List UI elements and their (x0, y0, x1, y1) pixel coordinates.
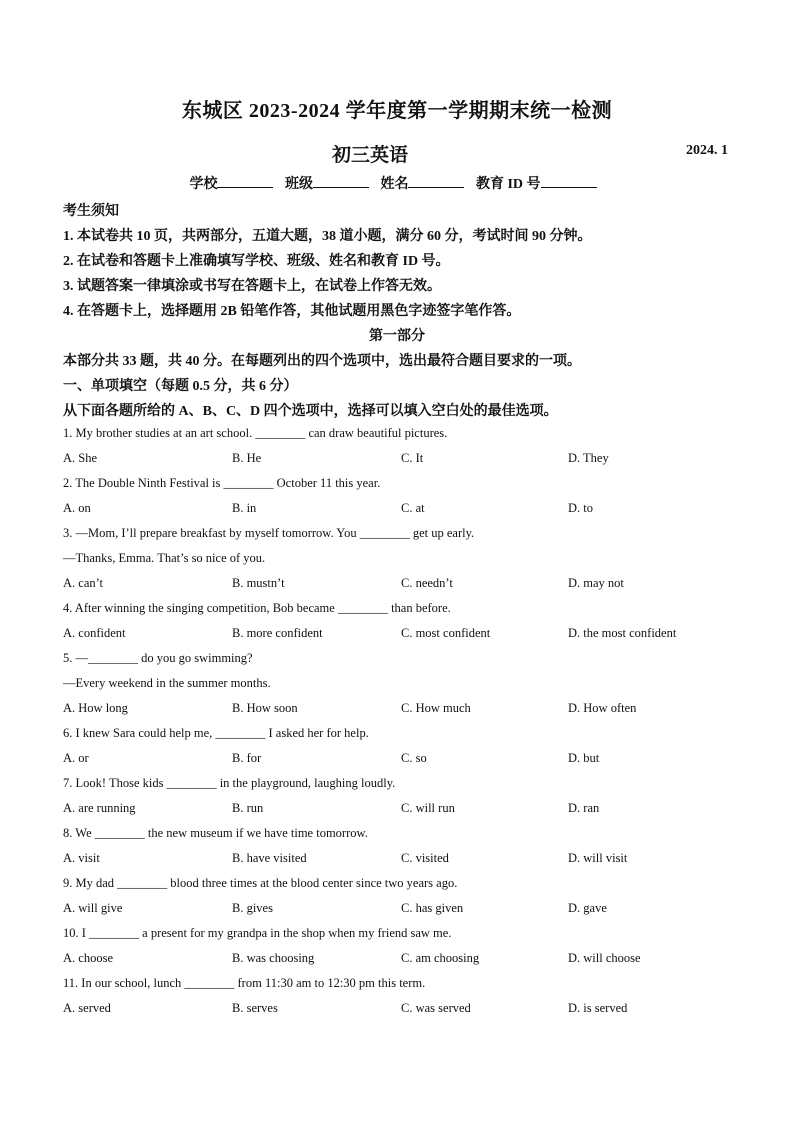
option-row (63, 951, 743, 969)
option-c: C. will run (401, 801, 455, 815)
option-a: A. can’t (63, 576, 104, 590)
question-reply: —Thanks, Emma. That’s so nice of you. (63, 551, 266, 565)
option-b: B. mustn’t (232, 576, 285, 590)
option-a: A. on (63, 501, 91, 515)
notice-item: 2. 在试卷和答题卡上准确填写学校、班级、姓名和教育 ID 号。 (63, 254, 450, 269)
school-label: 学校 (189, 177, 218, 192)
option-row (63, 751, 743, 769)
question-stem: 1. My brother studies at an art school. ________ can draw beautiful pictures. (63, 426, 448, 440)
question-stem: 9. My dad ________ blood three times at the blood center since two years ago. (63, 876, 458, 890)
option-c: C. am choosing (401, 951, 480, 965)
option-row (63, 1001, 743, 1019)
option-row (63, 851, 743, 869)
id-label: 教育 ID 号 (475, 177, 541, 192)
school-blank (217, 175, 273, 188)
option-c: C. at (401, 501, 425, 515)
notice-item: 4. 在答题卡上，选择题用 2B 铅笔作答，其他试题用黑色字迹签字笔作答。 (63, 304, 521, 319)
option-d: D. is served (568, 1001, 628, 1015)
student-info-row (0, 173, 794, 193)
question-stem: 8. We ________ the new museum if we have time tomorrow. (63, 826, 368, 840)
question-stem: 7. Look! Those kids ________ in the playground, laughing loudly. (63, 776, 396, 790)
option-a: A. choose (63, 951, 113, 965)
question-stem: 11. In our school, lunch ________ from 11:30 am to 12:30 pm this term. (63, 976, 426, 990)
option-a: A. will give (63, 901, 123, 915)
option-b: B. gives (232, 901, 273, 915)
option-row (63, 576, 743, 594)
exam-date: 2024. 1 (686, 143, 728, 158)
id-blank (541, 175, 597, 188)
class-label: 班级 (284, 177, 313, 192)
section-instruction: 从下面各题所给的 A、B、C、D 四个选项中，选择可以填入空白处的最佳选项。 (63, 404, 558, 419)
option-a: A. visit (63, 851, 100, 865)
option-d: D. gave (568, 901, 607, 915)
name-label: 姓名 (380, 177, 409, 192)
option-b: B. more confident (232, 626, 323, 640)
question-stem: 3. —Mom, I’ll prepare breakfast by myself tomorrow. You ________ get up early. (63, 526, 475, 540)
option-d: D. They (568, 451, 609, 465)
option-row (63, 801, 743, 819)
option-b: B. serves (232, 1001, 278, 1015)
option-row (63, 451, 743, 469)
option-c: C. visited (401, 851, 449, 865)
notice-item: 1. 本试卷共 10 页，共两部分，五道大题，38 道小题，满分 60 分，考试时间 90 分钟。 (63, 229, 592, 244)
exam-title: 东城区 2023-2024 学年度第一学期期末统一检测 (181, 100, 613, 122)
question-stem: 5. —________ do you go swimming? (63, 651, 253, 665)
question-stem: 2. The Double Ninth Festival is ________ October 11 this year. (63, 476, 381, 490)
option-c: C. It (401, 451, 424, 465)
exam-subject: 初三英语 (331, 145, 408, 166)
notice-item: 3. 试题答案一律填涂或书写在答题卡上，在试卷上作答无效。 (63, 279, 441, 294)
option-b: B. was choosing (232, 951, 315, 965)
option-c: C. was served (401, 1001, 471, 1015)
option-a: A. confident (63, 626, 126, 640)
option-b: B. He (232, 451, 262, 465)
option-row (63, 701, 743, 719)
notice-heading: 考生须知 (63, 204, 119, 219)
option-c: C. How much (401, 701, 471, 715)
option-d: D. but (568, 751, 600, 765)
section-title: 一、单项填空（每题 0.5 分，共 6 分） (63, 379, 298, 394)
part-intro: 本部分共 33 题，共 40 分。在每题列出的四个选项中，选出最符合题目要求的一项。 (63, 354, 581, 369)
option-b: B. for (232, 751, 262, 765)
class-blank (313, 175, 369, 188)
option-c: C. so (401, 751, 427, 765)
question-reply: —Every weekend in the summer months. (63, 676, 271, 690)
option-c: C. needn’t (401, 576, 453, 590)
option-d: D. the most confident (568, 626, 677, 640)
option-d: D. to (568, 501, 593, 515)
option-a: A. are running (63, 801, 136, 815)
option-b: B. run (232, 801, 264, 815)
option-d: D. will choose (568, 951, 641, 965)
option-d: D. will visit (568, 851, 628, 865)
option-a: A. served (63, 1001, 111, 1015)
option-d: D. How often (568, 701, 637, 715)
option-d: D. ran (568, 801, 600, 815)
question-stem: 10. I ________ a present for my grandpa in the shop when my friend saw me. (63, 926, 452, 940)
option-b: B. have visited (232, 851, 307, 865)
option-a: A. How long (63, 701, 128, 715)
option-c: C. has given (401, 901, 464, 915)
option-b: B. in (232, 501, 257, 515)
option-a: A. or (63, 751, 89, 765)
name-blank (408, 175, 464, 188)
option-c: C. most confident (401, 626, 491, 640)
part-heading: 第一部分 (369, 329, 425, 344)
option-row (63, 901, 743, 919)
option-row (63, 501, 743, 519)
option-b: B. How soon (232, 701, 298, 715)
option-d: D. may not (568, 576, 624, 590)
question-stem: 6. I knew Sara could help me, ________ I asked her for help. (63, 726, 369, 740)
question-stem: 4. After winning the singing competition, Bob became ________ than before. (63, 601, 451, 615)
option-row (63, 626, 743, 644)
option-a: A. She (63, 451, 98, 465)
